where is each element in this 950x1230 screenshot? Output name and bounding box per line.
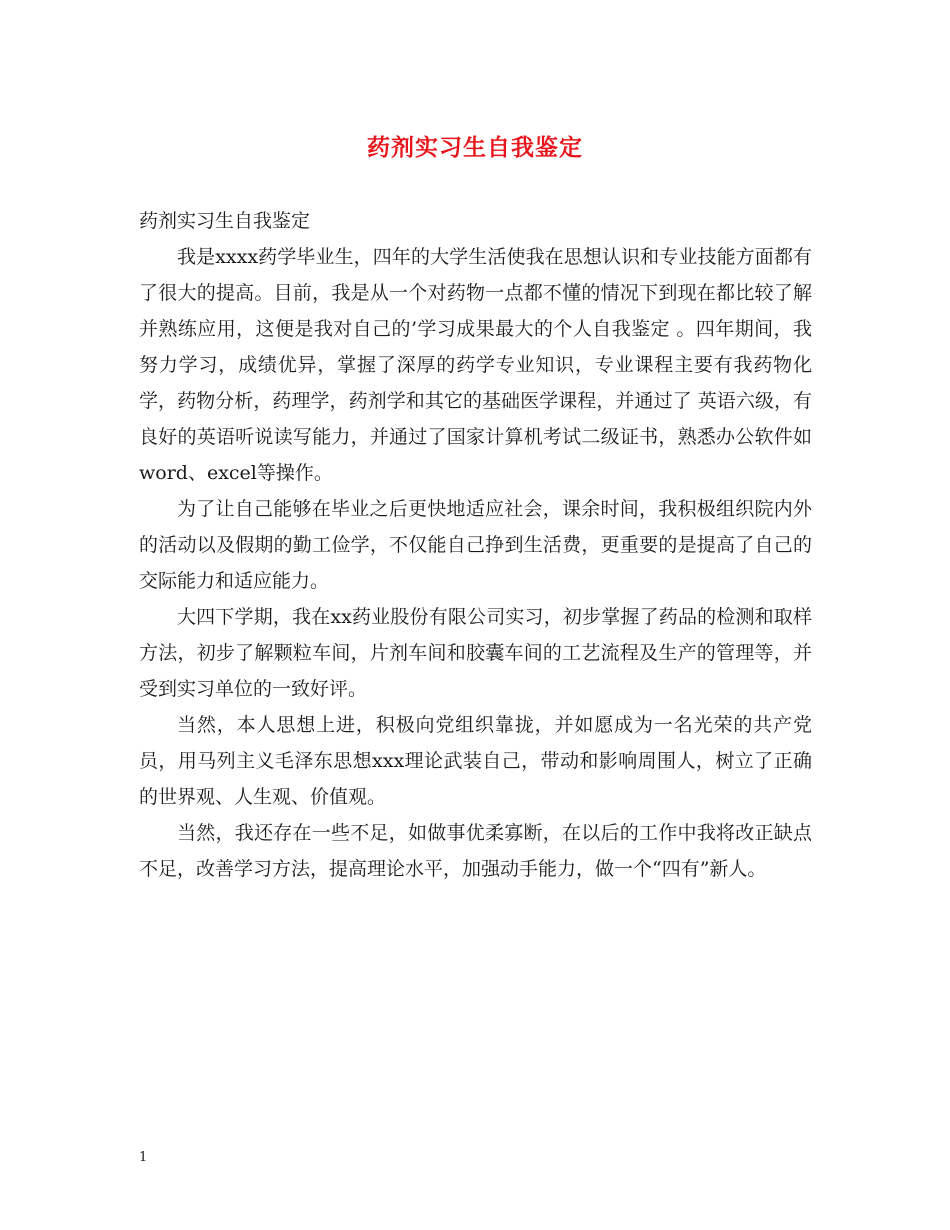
paragraph-intro: 我是xxxx药学毕业生，四年的大学生活使我在思想认识和专业技能方面都有了很大的提高。目前，我是从一个对药物一点都不懂的情况下到现在都比较了解并熟练应用，这便是我对自己的’学习成果最大的个人自我鉴定 。四年期间，我努力学习，成绩优异，掌握了深厚的药学专业知识，专业课程主要有我药物化学，药物分析，药理学，药剂学和其它的基础医学课程，并通过了 英语六级，有良好的英语听说读写能力，并通过了国家计算机考试二级证书，熟悉办公软件如word、excel等操作。 [139,246,812,484]
paragraph-political: 当然，本人思想上进，积极向党组织靠拢，并如愿成为一名光荣的共产党员，用马列主义毛泽东思想xxx理论武装自己，带动和影响周围人，树立了正确的世界观、人生观、价值观。 [139,714,812,808]
document-body [139,203,812,887]
paragraph-activities: 为了让自己能够在毕业之后更快地适应社会，课余时间，我积极组织院内外的活动以及假期的勤工俭学，不仅能自己挣到生活费，更重要的是提高了自己的交际能力和适应能力。 [139,498,812,592]
document-subtitle: 药剂实习生自我鉴定 [139,210,311,232]
document-title: 药剂实习生自我鉴定 [367,134,583,161]
paragraph-internship: 大四下学期，我在xx药业股份有限公司实习，初步掌握了药品的检测和取样方法，初步了解颗粒车间，片剂车间和胶囊车间的工艺流程及生产的管理等，并受到实习单位的一致好评。 [139,606,812,700]
paragraph-shortcomings: 当然，我还存在一些不足，如做事优柔寡断，在以后的工作中我将改正缺点不足，改善学习方法，提高理论水平，加强动手能力，做一个“四有”新人。 [139,822,812,880]
page-number: 1 [139,1150,148,1165]
